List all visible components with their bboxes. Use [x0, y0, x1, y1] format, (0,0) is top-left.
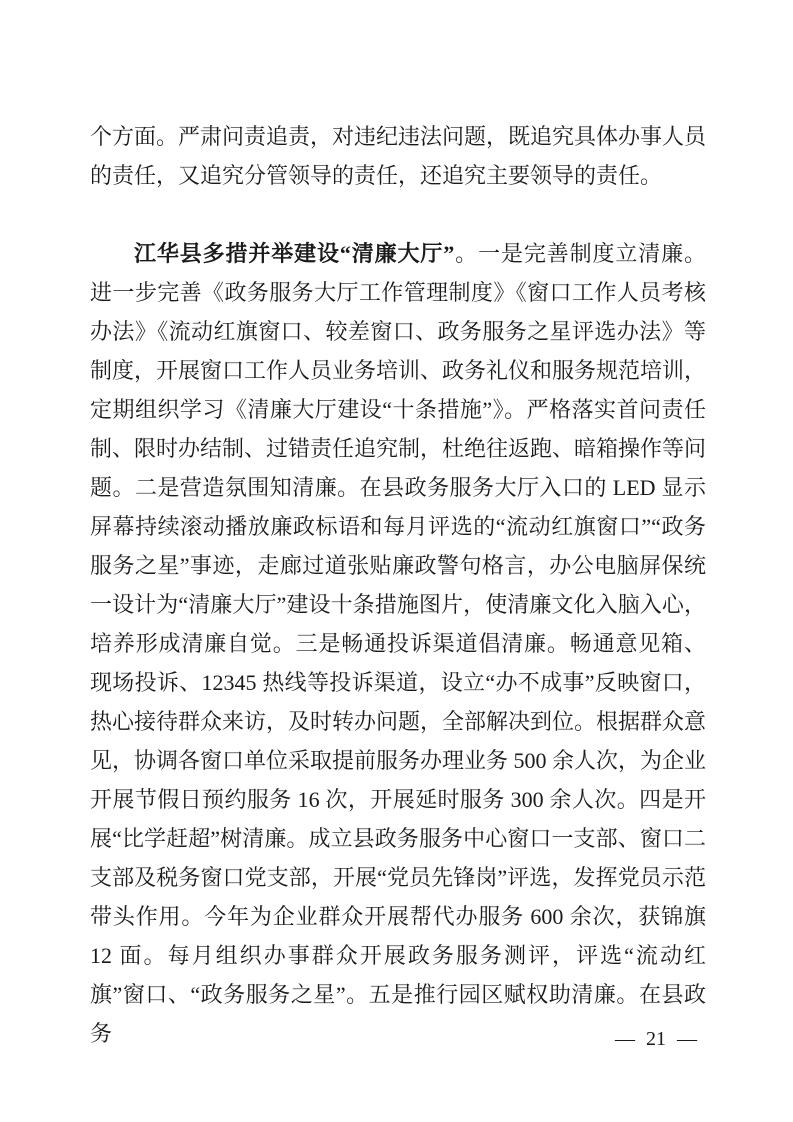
text-segment-body: 成立县政务服务中心窗口一支部、窗口二支部及税务窗口党支部，开展“党员先锋岗”评选，发挥党员示范带头作用。今年为企业群众开展帮代办服务 600 余次，获锦旗 12 面。每月组织办事群众开展政务服务测评，评选“流动红旗”窗口、“政务服务之星”。	[90, 826, 706, 1007]
document-body	[90, 117, 706, 1092]
paragraph	[90, 117, 706, 195]
text-segment-kai: 三是畅通投诉渠道倡清廉。	[295, 631, 570, 656]
paragraph	[90, 234, 706, 1053]
text-segment-body: 个方面。严肃问责追责，对违纪违法问题，既追究具体办事人员的责任，又追究分管领导的责任，还追究主要领导的责任。	[90, 124, 707, 188]
text-segment-kai: 一是完善制度立清廉。	[478, 241, 706, 266]
text-segment-kai: 二是营造氛围知清廉。	[134, 475, 360, 500]
text-segment-body: 进一步完善《政务服务大厅工作管理制度》《窗口工作人员考核办法》《流动红旗窗口、较差窗口、政务服务之星评选办法》等制度，开展窗口工作人员业务培训、政务礼仪和服务规范培训，定期组织学习《清廉大厅建设“十条措施”》。严格落实首问责任制、限时办结制、过错责任追究制，杜绝往返跑、暗箱操作等问题。	[90, 280, 707, 500]
text-segment-kai: 四是开展“比学赶超”树清廉。	[90, 787, 706, 851]
page-number: — 21 —	[615, 1028, 697, 1050]
text-segment-bold: 江华县多措并举建设“清廉大厅”	[134, 241, 455, 266]
text-segment-body: 在县政务服务大厅入口的 LED 显示屏幕持续滚动播放廉政标语和每月评选的“流动红旗窗口”“政务服务之星”事迹，走廊过道张贴廉政警句格言，办公电脑屏保统一设计为“清廉大厅”建设十条措施图片，使清廉文化入脑入心，培养形成清廉自觉。	[90, 475, 706, 656]
text-segment-kai: 五是推行园区赋权助清廉。	[368, 982, 639, 1007]
text-segment-body: 在县政务	[90, 982, 706, 1046]
text-segment-body: 。	[454, 241, 479, 266]
text-segment-body: 畅通意见箱、现场投诉、12345 热线等投诉渠道，设立“办不成事”反映窗口，热心接待群众来访，及时转办问题，全部解决到位。根据群众意见，协调各窗口单位采取提前服务办理业务 500 余人次，为企业开展节假日预约服务 16 次，开展延时服务 300 余人次。	[90, 631, 707, 812]
